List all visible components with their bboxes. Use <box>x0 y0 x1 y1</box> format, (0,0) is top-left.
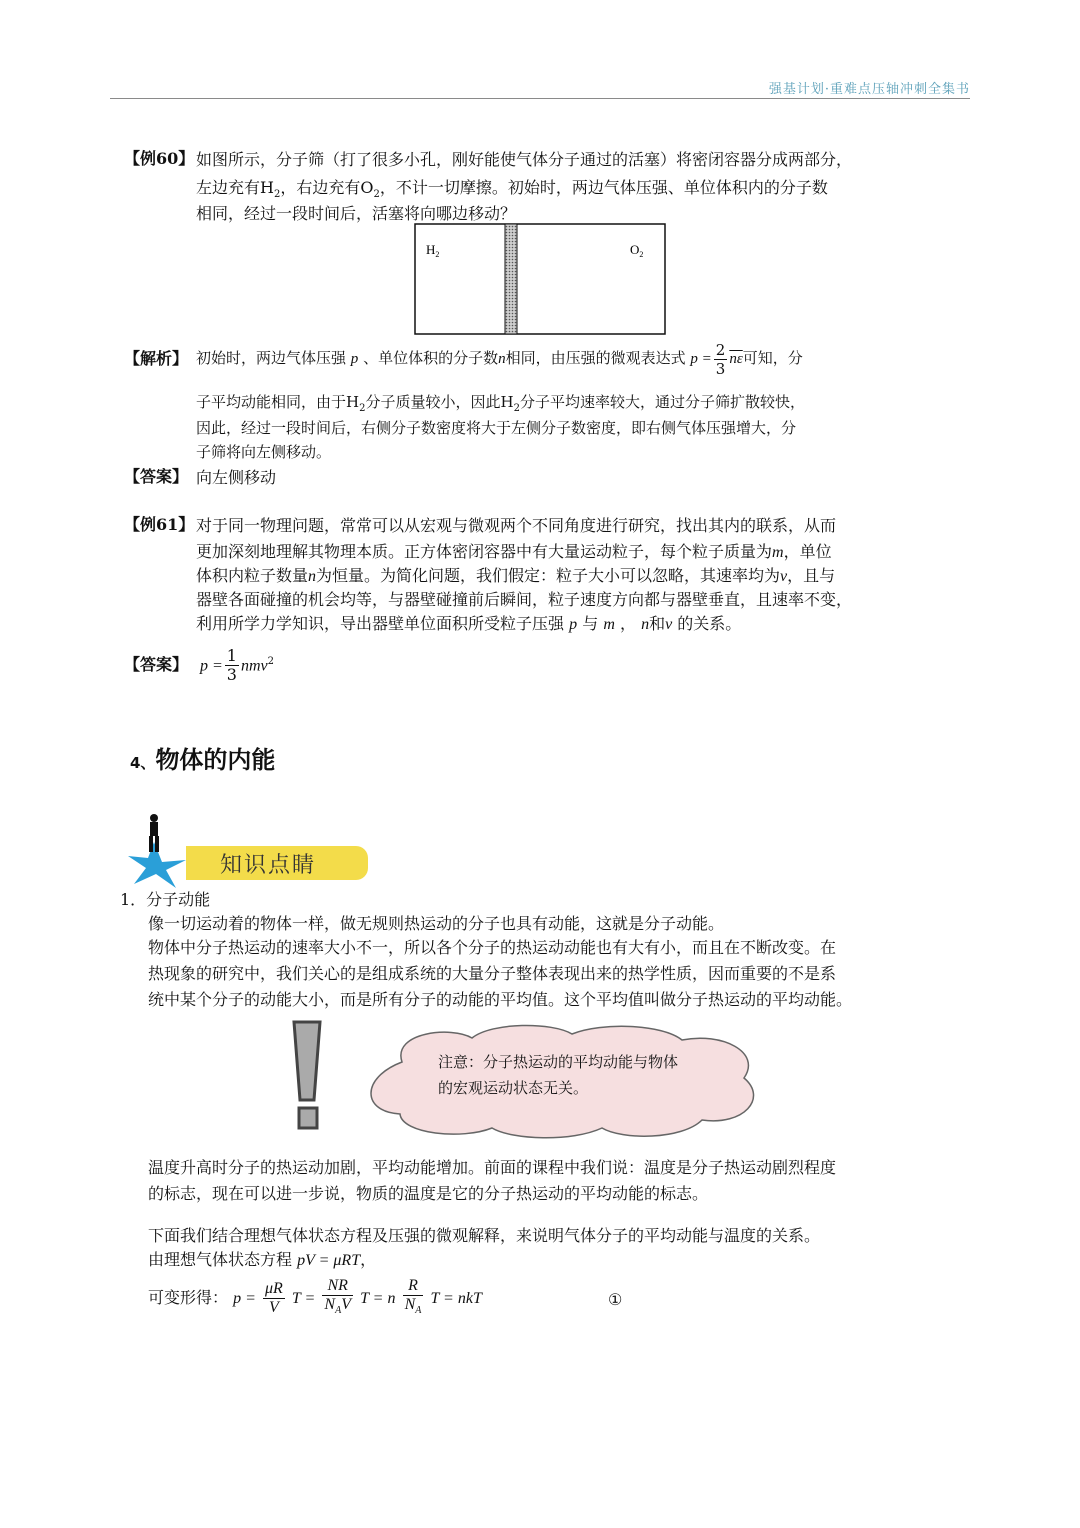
derivation-equation: 可变形得： p = $\frac{\mu R}{V}$ T = $\frac{NR}{N_AV}$ T = n $\frac{R}{N_A}$ T = nkT <box>148 1276 482 1317</box>
header-divider <box>110 98 970 99</box>
right-gas-label: $O_2$ <box>630 242 644 259</box>
note-text-line-1: 注意：分子热运动的平均动能与物体 <box>438 1053 679 1071</box>
example-61-line-3: 体积内粒子数量n为恒量。为简化问题，我们假定：粒子大小可以忽略，其速率均为v，且与 <box>196 566 836 585</box>
analysis-60-line-2: 子平均动能相同，由于$H_2$分子质量较小，因此$H_2$分子平均速率较大，通过分子筛扩散较快， <box>196 393 805 414</box>
kinetic-paragraph-4: 下面我们结合理想气体状态方程及压强的微观解释，来说明气体分子的平均动能与温度的关系。 <box>148 1226 821 1245</box>
analysis-60-tag: 【解析】 <box>124 349 189 368</box>
kinetic-paragraph-1: 像一切运动着的物体一样，做无规则热运动的分子也具有动能，这就是分子动能。 <box>148 914 725 933</box>
example-60-tag: 【例60】 <box>124 149 195 168</box>
knowledge-banner <box>126 812 376 888</box>
kinetic-heading: 1．分子动能 <box>120 890 211 909</box>
knowledge-banner-label: 知识点睛 <box>220 853 317 878</box>
example-61-tag: 【例61】 <box>124 515 195 534</box>
analysis-60-line-3: 因此，经过一段时间后，右侧分子数密度将大于左侧分子数密度，即右侧气体压强增大，分 <box>196 419 797 437</box>
kinetic-paragraph-2-line-3: 统中某个分子的动能大小，而是所有分子的动能的平均值。这个平均值叫做分子热运动的平均动能。 <box>148 990 853 1009</box>
example-61-line-5: 利用所学力学知识，导出器壁单位面积所受粒子压强 p 与 m ， n和v 的关系。 <box>196 614 742 633</box>
exclamation-icon <box>290 1020 330 1132</box>
example-61-line-1: 对于同一物理问题，常常可以从宏观与微观两个不同角度进行研究，找出其内的联系，从而 <box>196 516 837 535</box>
example-60-line-1: 如图所示，分子筛（打了很多小孔，刚好能使气体分子通过的活塞）将密闭容器分成两部分， <box>196 150 853 169</box>
section-4-heading: 4、物体的内能 <box>130 746 276 774</box>
kinetic-paragraph-2-line-2: 热现象的研究中，我们关心的是组成系统的大量分子整体表现出来的热学性质，因而重要的不是系 <box>148 964 837 983</box>
left-gas-label: $H_2$ <box>426 242 440 259</box>
example-60-line-3: 相同，经过一段时间后，活塞将向哪边移动？ <box>196 204 517 223</box>
answer-61-formula: p = $\frac{1}{3}$ nmv$^2$ <box>200 646 275 685</box>
molecular-sieve-piston <box>505 224 517 334</box>
analysis-60-line-4: 子筛将向左侧移动。 <box>196 443 332 461</box>
example-61-line-4: 器壁各面碰撞的机会均等，与器壁碰撞前后瞬间，粒子速度方向都与器壁垂直，且速率不变， <box>196 590 853 609</box>
kinetic-paragraph-5: 由理想气体状态方程 pV = μRT， <box>148 1250 377 1269</box>
note-text-line-2: 的宏观运动状态无关。 <box>438 1079 589 1097</box>
answer-61-tag: 【答案】 <box>124 655 189 674</box>
page-header-title: 强基计划·重难点压轴冲刺全集书 <box>768 82 970 97</box>
equation-number: ① <box>608 1290 623 1309</box>
kinetic-paragraph-2-line-1: 物体中分子热运动的速率大小不一，所以各个分子的热运动动能也有大有小，而且在不断改变。在 <box>148 938 837 957</box>
answer-60-text: 向左侧移动 <box>196 468 277 487</box>
kinetic-paragraph-3-line-1: 温度升高时分子的热运动加剧，平均动能增加。前面的课程中我们说：温度是分子热运动剧烈程度 <box>148 1158 837 1177</box>
analysis-60-line-1: 初始时，两边气体压强 p 、单位体积的分子数n相同，由压强的微观表达式 p = $\frac{2}{3}$ $\overline{n\varepsilon}$可知，分 <box>196 340 803 378</box>
container-figure <box>412 222 668 336</box>
example-61-line-2: 更加深刻地理解其物理本质。正方体密闭容器中有大量运动粒子，每个粒子质量为m，单位 <box>196 542 832 561</box>
example-60-line-2: 左边充有$H_2$，右边充有$O_2$，不计一切摩擦。初始时，两边气体压强、单位体积内的分子数 <box>196 178 828 201</box>
kinetic-paragraph-3-line-2: 的标志，现在可以进一步说，物质的温度是它的分子热运动的平均动能的标志。 <box>148 1184 709 1203</box>
container-box <box>415 224 665 334</box>
answer-60-tag: 【答案】 <box>124 467 189 486</box>
